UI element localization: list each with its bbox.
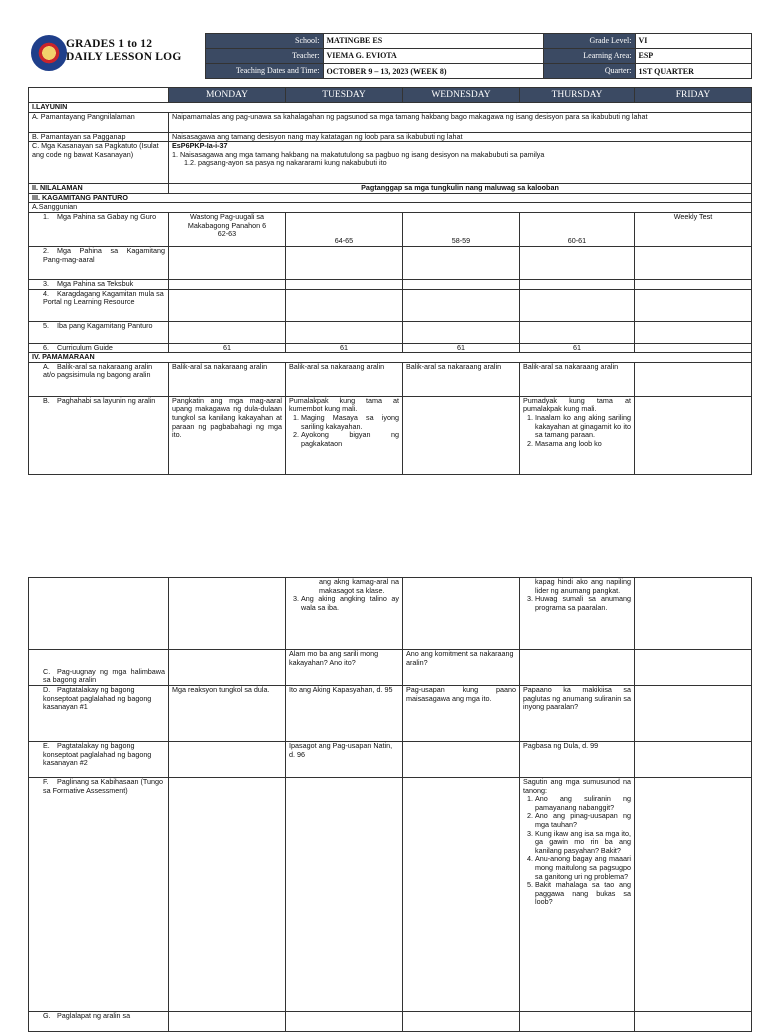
cg-wednesday: 61 xyxy=(403,343,520,353)
proc-g-label: G. Paglalapat ng aralin sa xyxy=(29,1012,169,1032)
proc-f-label: F. Paglinang sa Kabihasaan (Tungo sa Formative Assessment) xyxy=(29,778,169,1012)
area-value: ESP xyxy=(635,49,751,64)
day-friday: FRIDAY xyxy=(635,88,752,103)
ref-row-6-label: 6. Curriculum Guide xyxy=(29,343,169,353)
proc-d-monday: Mga reaksyon tungkol sa dula. xyxy=(169,686,286,742)
teacher-label: Teacher: xyxy=(205,49,323,64)
grade-value: VI xyxy=(635,34,751,49)
title-line2: DAILY LESSON LOG xyxy=(66,51,182,63)
ref-row-3-label: 3. Mga Pahina sa Teksbuk xyxy=(29,279,169,289)
proc-c-tuesday: Alam mo ba ang sarili mong kakayahan? Ano ito? xyxy=(286,650,403,686)
row-b-label: B. Pamantayan sa Pagganap xyxy=(29,132,169,142)
ref-row-1-label: 1. Mga Pahina sa Gabay ng Guro xyxy=(29,212,169,246)
day-tuesday: TUESDAY xyxy=(286,88,403,103)
row-c-label: C. Mga Kasanayan sa Pagkatuto (Isulat ang code ng bawat Kasanayan) xyxy=(29,142,169,184)
quarter-value: 1ST QUARTER xyxy=(635,64,751,79)
cg-tuesday: 61 xyxy=(286,343,403,353)
competency-code: EsP6PKP-Ia-i-37 xyxy=(172,141,228,151)
cg-thursday: 61 xyxy=(520,343,635,353)
day-wednesday: WEDNESDAY xyxy=(403,88,520,103)
teacher-value: VIEMA G. EVIOTA xyxy=(323,49,543,64)
nilalaman-text: Pagtanggap sa mga tungkulin nang maluwag sa kalooban xyxy=(169,184,752,194)
ref-row-1-friday: Weekly Test xyxy=(635,212,752,246)
proc-c-wednesday: Ano ang komitment sa nakaraang aralin? xyxy=(403,650,520,686)
proc-a-tuesday: Balik-aral sa nakaraang aralin xyxy=(286,362,403,396)
school-label: School: xyxy=(205,34,323,49)
section-sanggunian: A.Sanggunian xyxy=(29,203,752,213)
section-layunin: I.LAYUNIN xyxy=(29,103,752,113)
proc-d-thursday: Papaano ka makikiisa sa paglutas ng anumang suliranin sa inyong paaralan? xyxy=(520,686,635,742)
proc-b-label: B. Paghahabi sa layunin ng aralin xyxy=(29,396,169,474)
section-pamamaraan: IV. PAMAMARAAN xyxy=(29,353,752,363)
ref-row-1-thursday: 60-61 xyxy=(520,212,635,246)
area-label: Learning Area: xyxy=(543,49,635,64)
school-value: MATINGBE ES xyxy=(323,34,543,49)
proc-e-thursday: Pagbasa ng Dula, d. 99 xyxy=(520,742,635,778)
ref-row-1-wednesday: 58-59 xyxy=(403,212,520,246)
title-line1: GRADES 1 to 12 xyxy=(66,38,153,50)
proc-d-wednesday: Pag-usapan kung paano maisasagawa ang mga ito. xyxy=(403,686,520,742)
dates-value: OCTOBER 9 – 13, 2023 (WEEK 8) xyxy=(323,64,543,79)
dates-label: Teaching Dates and Time: xyxy=(205,64,323,79)
proc-a-thursday: Balik-aral sa nakaraang aralin xyxy=(520,362,635,396)
quarter-label: Quarter: xyxy=(543,64,635,79)
day-thursday: THURSDAY xyxy=(520,88,635,103)
day-monday: MONDAY xyxy=(169,88,286,103)
proc-a-monday: Balik-aral sa nakaraang aralin xyxy=(169,362,286,396)
competency-item-2: 1.2. pagsang-ayon sa pasya ng nakararami kung nakabubuti ito xyxy=(184,158,387,168)
proc-b-monday: Pangkatin ang mga mag-aaral upang makagawa ng dula-dulaan tungkol sa kanilang kakayahan at paraan ng pagbabahagi ng mga ito. xyxy=(169,396,286,474)
cg-monday: 61 xyxy=(169,343,286,353)
row-b-text: Naisasagawa ang tamang desisyon nang may katatagan ng loob para sa ikabubuti ng lahat xyxy=(169,132,752,142)
row-a-text: Naipamamalas ang pag-unawa sa kahalagahan ng pagsunod sa mga tamang hakbang bago makagawa ng isang desisyon para sa ikabubuti ng lahat xyxy=(169,112,752,132)
proc-f-thursday: Sagutin ang mga sumusunod na tanong: 1. Ano ang suliranin ng pamayanang nabanggit? 2. Ano ang pinag-uusapan ng mga tauhan? 3. Kung ikaw ang isa sa mga ito, ga gawin mo rin ba ang kanilang pasyahan? Bakit? 4. Anu-anong bagay ang maaari mong maitulong sa pagsugpo sa ganitong uri ng problema? 5. Bakit mahalaga sa tao ang paggawa nang bukas sa loob? xyxy=(520,778,635,1012)
proc-b-tuesday: Pumalakpak kung tama at kumembot kung mali. 1. Maging Masaya sa iyong sariling kakayahan. 2. Ayokong bigyan ng pagkakataon xyxy=(286,396,403,474)
proc-a-label: A. Balik-aral sa nakaraang aralin at/o pagsisimula ng bagong aralin xyxy=(29,362,169,396)
grade-label: Grade Level: xyxy=(543,34,635,49)
proc-d-tuesday: Ito ang Aking Kapasyahan, d. 95 xyxy=(286,686,403,742)
proc-e-label: E. Pagtatalakay ng bagong konseptoat paglalahad ng bagong kasanayan #2 xyxy=(29,742,169,778)
lesson-table-continued xyxy=(28,577,752,1032)
header-table xyxy=(28,33,752,79)
row-a-label: A. Pamantayang Pangnilalaman xyxy=(29,112,169,132)
proc-d-label: D. Pagtatalakay ng bagong konseptoat paglalahad ng bagong kasanayan #1 xyxy=(29,686,169,742)
proc-b-thursday: Pumadyak kung tama at pumalakpak kung mali. 1. Inaalam ko ang aking sariling kakayahan at ginagamit ko ito sa tamang paraan. 2. Masama ang loob ko xyxy=(520,396,635,474)
proc-a-wednesday: Balik-aral sa nakaraang aralin xyxy=(403,362,520,396)
lesson-table xyxy=(28,87,752,475)
ref-row-5-label: 5. Iba pang Kagamitang Panturo xyxy=(29,321,169,343)
section-kagamitan: III. KAGAMITANG PANTURO xyxy=(29,193,752,203)
ref-row-4-label: 4. Karagdagang Kagamitan mula sa Portal ng Learning Resource xyxy=(29,289,169,321)
row-c-content xyxy=(169,142,752,184)
ref-row-1-monday: Wastong Pag-uugali sa Makabagong Panahon 6 62-63 xyxy=(169,212,286,246)
competency-item-1: 1. Naisasagawa ang mga tamang hakbang na makatutulong sa pagbuo ng isang desisyon na makabubuti sa pamilya xyxy=(172,149,545,159)
cont-b-thursday: kapag hindi ako ang napiling lider ng anumang pangkat. 3. Huwag sumali sa anumang programa sa paaralan. xyxy=(520,578,635,650)
proc-e-tuesday: Ipasagot ang Pag-usapan Natin, d. 96 xyxy=(286,742,403,778)
section-nilalaman: II. NILALAMAN xyxy=(29,184,169,194)
proc-c-label: C. Pag-uugnay ng mga halimbawa sa bagong aralin xyxy=(29,650,169,686)
ref-row-2-label: 2. Mga Pahina sa Kagamitang Pang-mag-aaral xyxy=(29,246,169,279)
ref-row-1-tuesday: 64-65 xyxy=(286,212,403,246)
cont-b-tuesday: ang akng kamag-aral na makasagot sa klase. 3. Ang aking angking talino ay wala sa iba. xyxy=(286,578,403,650)
